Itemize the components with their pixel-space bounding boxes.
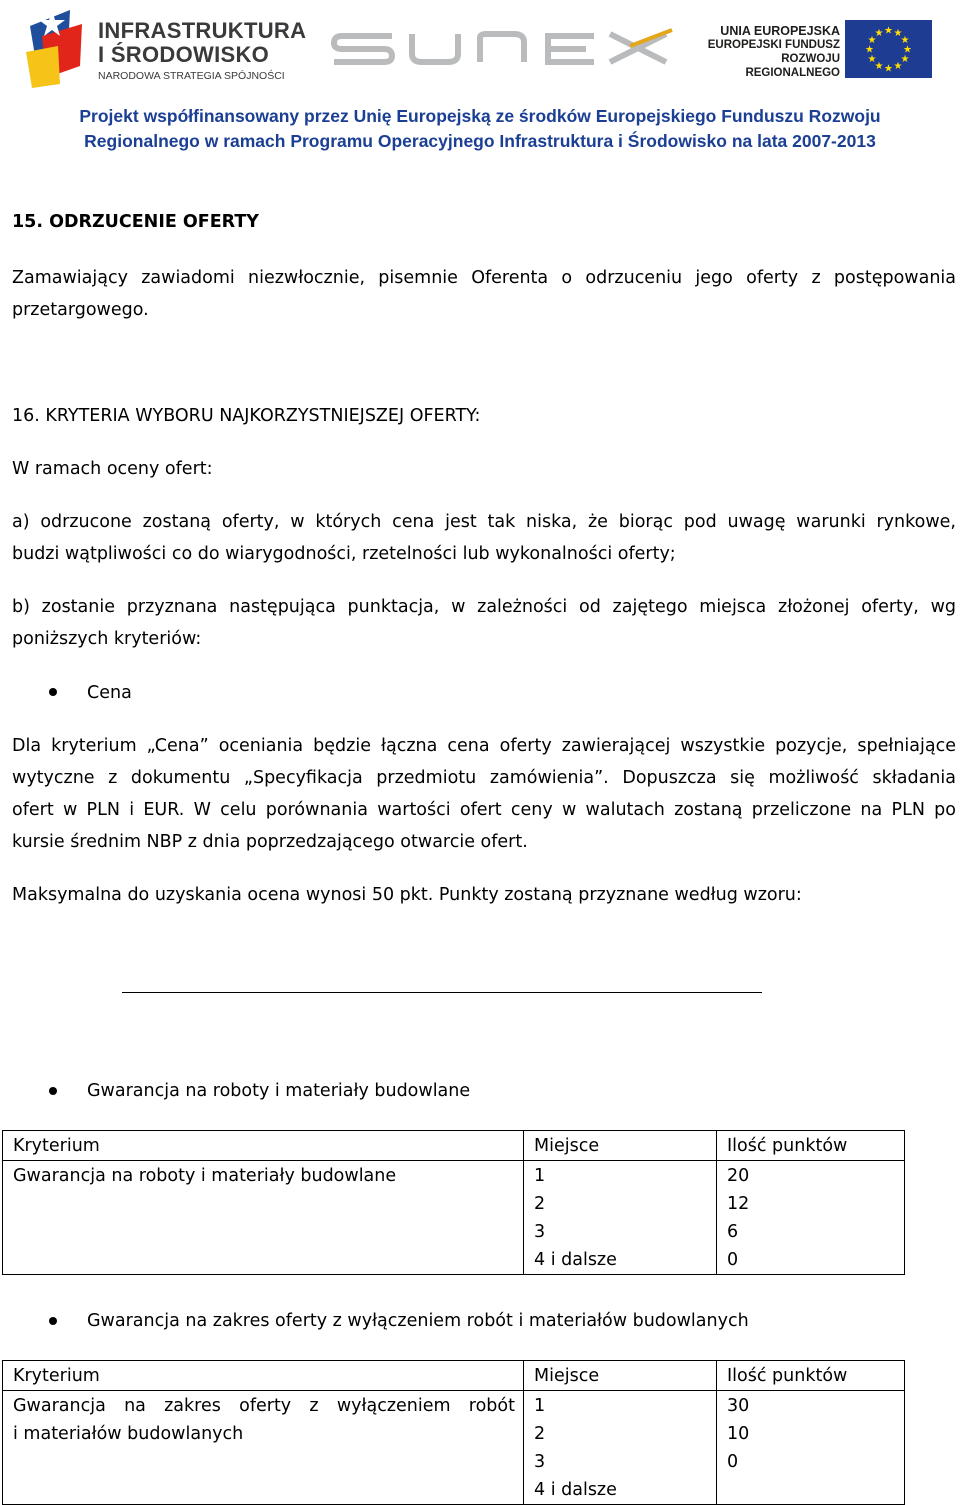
sunex-logo (330, 28, 675, 68)
section-16-intro: W ramach oceny ofert: (12, 459, 213, 479)
points-value: 0 (727, 1452, 739, 1472)
eu-flag-icon (845, 20, 932, 78)
eu-star-icon: ★ (903, 44, 912, 56)
table-cell-criterion: Gwarancja na roboty i materiały budowlane (3, 1161, 524, 1275)
place-value: 2 (534, 1424, 546, 1444)
infrastruktura-emblem-icon (22, 6, 97, 88)
logo-is-line2: I ŚRODOWISKO (98, 42, 270, 67)
eu-logo-line1: UNIA EUROPEJSKA (720, 24, 840, 38)
table-header-cell: Kryterium (3, 1131, 524, 1161)
section-16-heading: 16. KRYTERIA WYBORU NAJKORZYSTNIEJSZEJ OFERTY: (12, 406, 481, 426)
criterion-line2: i materiałów budowlanych (13, 1424, 244, 1444)
section-15-text-line2: przetargowego. (12, 300, 149, 320)
eu-logo-line2: EUROPEJSKI FUNDUSZ (707, 39, 840, 51)
point-b-line2: poniższych kryteriów: (12, 629, 202, 649)
eu-logo (690, 20, 935, 82)
place-value: 4 i dalsze (534, 1480, 617, 1500)
table-header-cell: Miejsce (524, 1361, 717, 1391)
eu-star-icon: ★ (867, 35, 877, 46)
place-value: 4 i dalsze (534, 1250, 617, 1270)
eu-star-icon: ★ (865, 44, 874, 56)
eu-star-icon: ★ (893, 28, 903, 40)
table-header-cell: Miejsce (524, 1131, 717, 1161)
points-value: 6 (727, 1222, 739, 1242)
bullet-gwarancja2-icon (49, 1317, 57, 1325)
eu-star-icon: ★ (867, 54, 877, 65)
place-value: 1 (534, 1396, 546, 1416)
table-cell-criterion (3, 1391, 524, 1505)
max-score-text: Maksymalna do uzyskania ocena wynosi 50 pkt. Punkty zostaną przyznane według wzoru: (12, 885, 802, 905)
place-value: 2 (534, 1194, 546, 1214)
eu-star-icon: ★ (900, 54, 910, 65)
table-row (3, 1391, 905, 1505)
table-header-cell: Ilość punktów (717, 1361, 905, 1391)
sunex-wordmark-icon (330, 28, 675, 68)
table-header-cell: Ilość punktów (717, 1131, 905, 1161)
points-value: 12 (727, 1194, 750, 1214)
cena-text-line4: kursie średnim NBP z dnia poprzedzającego otwarcie ofert. (12, 832, 528, 852)
point-a-line1: a) odrzucone zostaną oferty, w których cena jest tak niska, że biorąc pod uwagę warunki rynkowe, (12, 512, 956, 532)
bullet-gwarancja1-icon (49, 1087, 57, 1095)
eu-star-icon: ★ (893, 60, 903, 72)
eu-star-icon: ★ (900, 35, 910, 46)
eu-logo-line3: ROZWOJU REGIONALNEGO (745, 53, 840, 79)
infrastruktura-srodowisko-logo (22, 6, 307, 88)
place-value: 3 (534, 1452, 546, 1472)
table-header-row (3, 1361, 905, 1391)
funding-line-1: Projekt współfinansowany przez Unię Europejską ze środków Europejskiego Funduszu Rozwoju (79, 106, 881, 126)
points-value: 0 (727, 1250, 739, 1270)
bullet-cena-icon (49, 688, 57, 696)
eu-star-icon: ★ (884, 25, 893, 37)
table-cell-points (717, 1391, 905, 1505)
point-a-line2: budzi wątpliwości co do wiarygodności, rzetelności lub wykonalności oferty; (12, 544, 676, 564)
table-cell-points (717, 1161, 905, 1275)
criteria-table-1 (2, 1130, 905, 1275)
table-cell-places (524, 1161, 717, 1275)
points-value: 20 (727, 1166, 750, 1186)
bullet-gwarancja1-label: Gwarancja na roboty i materiały budowlane (87, 1081, 471, 1101)
place-value: 1 (534, 1166, 546, 1186)
logo-is-line3: NARODOWA STRATEGIA SPÓJNOŚCI (98, 70, 285, 82)
points-value: 10 (727, 1424, 750, 1444)
eu-star-icon: ★ (874, 28, 884, 40)
formula-fraction-line (122, 992, 762, 993)
criteria-table-2 (2, 1360, 905, 1505)
cena-text-line2: wytyczne z dokumentu „Specyfikacja przedmiotu zamówienia”. Dopuszcza się możliwość składania (12, 768, 956, 788)
cena-text-line3: ofert w PLN i EUR. W celu porównania wartości ofert ceny w walutach zostaną przeliczone na PLN po (12, 800, 956, 820)
points-value: 30 (727, 1396, 750, 1416)
logo-is-line1: INFRASTRUKTURA (98, 18, 307, 43)
place-value: 3 (534, 1222, 546, 1242)
section-15-heading: 15. ODRZUCENIE OFERTY (12, 212, 259, 232)
eu-star-icon: ★ (884, 63, 893, 75)
section-15-text-line1: Zamawiający zawiadomi niezwłocznie, pisemnie Oferenta o odrzuceniu jego oferty z postępowania (12, 268, 956, 288)
bullet-gwarancja2-label: Gwarancja na zakres oferty z wyłączeniem robót i materiałów budowlanych (87, 1311, 749, 1331)
eu-star-icon: ★ (874, 60, 884, 72)
point-b-line1: b) zostanie przyznana następująca punktacja, w zależności od zajętego miejsca złożonej oferty, wg (12, 597, 956, 617)
table-cell-places (524, 1391, 717, 1505)
criterion-line1: Gwarancja na zakres oferty z wyłączeniem robót (13, 1396, 515, 1416)
bullet-cena-label: Cena (87, 683, 132, 703)
table-header-cell: Kryterium (3, 1361, 524, 1391)
cena-text-line1: Dla kryterium „Cena” oceniania będzie łączna cena oferty zawierającej wszystkie pozycje, spełniające (12, 736, 956, 756)
table-row (3, 1161, 905, 1275)
table-header-row (3, 1131, 905, 1161)
funding-line-2: Regionalnego w ramach Programu Operacyjnego Infrastruktura i Środowisko na lata 2007-2013 (84, 131, 876, 151)
